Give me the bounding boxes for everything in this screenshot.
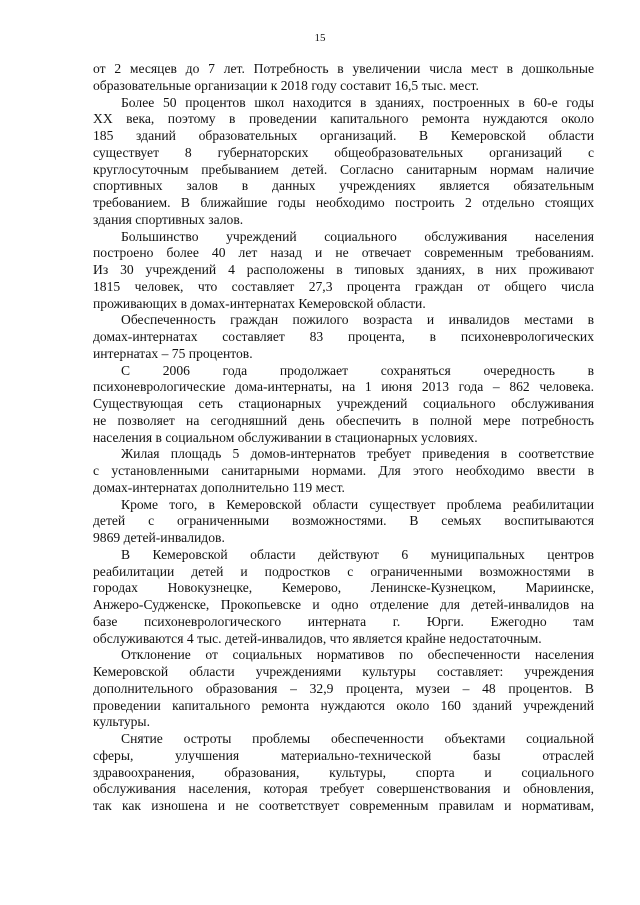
text-line: XX века, поэтому в проведении капитального ремонта нуждаются около (93, 111, 594, 127)
paragraph (93, 497, 594, 547)
text-line: существует 8 губернаторских общеобразовательных организаций с (93, 144, 594, 160)
text-line: обслуживания населения, которая требует совершенствования и обновления, (93, 781, 594, 797)
text-line: 9869 детей-инвалидов. (93, 530, 225, 545)
paragraph (93, 363, 594, 447)
paragraph (93, 547, 594, 648)
text-line: не позволяет на сегодняшний день обеспечить в полной мере потребность (93, 412, 594, 428)
paragraph (93, 647, 594, 731)
text-line: круглосуточным пребыванием детей. Согласно санитарным нормам наличие (93, 161, 594, 177)
page-number: 15 (314, 32, 326, 44)
text-line: Из 30 учреждений 4 расположены в типовых зданиях, в них проживают (93, 262, 594, 277)
text-line: С 2006 года продолжает сохраняться очередность в (121, 362, 594, 378)
text-line: спортивных залов в данных учреждениях является обязательным (93, 178, 594, 194)
text-line: Снятие остроты проблемы обеспеченности объектами социальной (121, 731, 594, 746)
text-line: базе психоневрологического интерната г. Юрги. Ежегодно там (93, 613, 594, 629)
paragraph (93, 229, 594, 313)
text-line: сферы, улучшения материально-технической базы отраслей (93, 747, 594, 763)
body-text (93, 61, 594, 815)
text-line: Кроме того, в Кемеровской области существует проблема реабилитации (121, 496, 594, 512)
text-line: с установленными санитарными нормами. Для этого необходимо ввести в (93, 463, 594, 478)
text-line: интернатах – 75 процентов. (93, 345, 253, 361)
text-line: 1815 человек, что составляет 27,3 процента граждан от общего числа (93, 278, 594, 294)
paragraph (93, 95, 594, 229)
text-line: культуры. (93, 714, 150, 730)
text-line: городах Новокузнецке, Кемерово, Ленинске-Кузнецком, Мариинске, (93, 580, 594, 596)
text-line: Отклонение от социальных нормативов по обеспеченности населения (121, 647, 594, 663)
text-line: Кемеровской области учреждениями культуры составляет: учреждения (93, 664, 594, 679)
text-line: реабилитации детей и подростков с ограниченными возможностями в (93, 563, 594, 579)
text-line: Более 50 процентов школ находится в зданиях, построенных в 60-е годы (121, 94, 594, 110)
text-line: детей с ограниченными возможностями. В семьях воспитываются (93, 513, 594, 529)
text-line: домах-интернатах составляет 83 процента, в психоневрологических (93, 329, 594, 344)
text-line: В Кемеровской области действуют 6 муниципальных центров (121, 546, 594, 562)
text-line: дополнительного образования – 32,9 процента, музеи – 48 процентов. В (93, 680, 594, 696)
text-line: проведении капитального ремонта нуждаются около 160 зданий учреждений (93, 697, 594, 713)
text-line: здравоохранения, образования, культуры, спорта и социального (93, 764, 594, 780)
text-line: Большинство учреждений социального обслуживания населения (121, 228, 594, 244)
text-line: требованием. В ближайшие годы необходимо построить 2 отдельно стоящих (93, 195, 594, 210)
text-line: домах-интернатах дополнительно 119 мест. (93, 479, 345, 495)
text-line: психоневрологические дома-интернаты, на 1 июня 2013 года – 862 человека. (93, 379, 594, 395)
text-line: обслуживаются 4 тыс. детей-инвалидов, что является крайне недостаточным. (93, 630, 542, 646)
paragraph (93, 312, 594, 362)
text-line: построено более 40 лет назад и не отвечает современным требованиям. (93, 245, 594, 261)
text-line: населения в социальном обслуживании в стационарных условиях. (93, 429, 478, 445)
text-line: Анжеро-Судженске, Прокопьевске и одно отделение для детей-инвалидов на (93, 597, 594, 612)
text-line: Обеспеченность граждан пожилого возраста и инвалидов местами в (121, 312, 594, 328)
text-line: образовательные организации к 2018 году составит 16,5 тыс. мест. (93, 77, 479, 93)
paragraph (93, 446, 594, 496)
text-line: Существующая сеть стационарных учреждений социального обслуживания (93, 396, 594, 411)
paragraph (93, 61, 594, 95)
paragraph (93, 731, 594, 815)
text-line: от 2 месяцев до 7 лет. Потребность в увеличении числа мест в дошкольные (93, 61, 594, 76)
text-line: так как изношена и не соответствует современным правилам и нормативам, (93, 798, 594, 813)
text-line: 185 зданий образовательных организаций. В Кемеровской области (93, 128, 594, 143)
text-line: Жилая площадь 5 домов-интернатов требует приведения в соответствие (121, 446, 594, 462)
text-line: проживающих в домах-интернатах Кемеровской области. (93, 295, 426, 311)
text-line: здания спортивных залов. (93, 211, 244, 227)
